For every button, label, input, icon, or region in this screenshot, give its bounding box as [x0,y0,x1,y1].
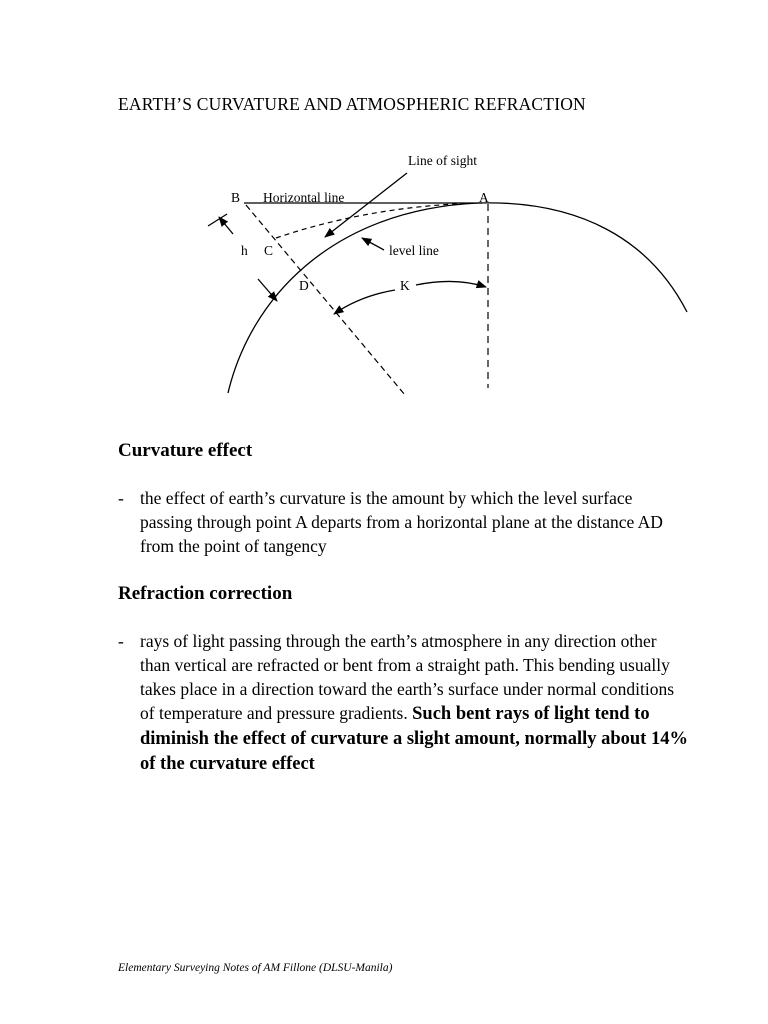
page-title: EARTH’S CURVATURE AND ATMOSPHERIC REFRACTION [118,94,586,114]
label-point-d: D [299,278,309,293]
bullet-dash: - [118,631,124,651]
bullet-dash: - [118,488,124,508]
k-arrow-right [416,281,486,287]
radial-line-bd [246,205,405,395]
h-arrow-bottom [258,279,277,301]
label-point-a: A [479,190,489,205]
refracted-line-of-sight [276,203,478,238]
curvature-bullet [118,486,688,558]
refraction-paragraph [140,629,688,776]
label-point-c: C [264,243,274,258]
label-k: K [400,278,410,293]
refraction-bold-text: Such bent rays of light tend to diminish the effect of curvature a slight amount, normally about 14% of the curvature effect [140,704,688,774]
label-point-b: B [231,190,241,205]
level-line-arrow [362,238,384,250]
h-arrow-top [219,217,233,234]
refraction-heading: Refraction correction [118,583,293,604]
label-line-of-sight: Line of sight [408,153,477,168]
refraction-bullet [118,629,688,776]
k-arrow-left [334,290,395,314]
label-h: h [241,243,248,258]
page-footer: Elementary Surveying Notes of AM Fillone (DLSU-Manila) [118,962,393,974]
curvature-heading: Curvature effect [118,440,253,461]
curvature-diagram [0,140,768,410]
label-horizontal-line: Horizontal line [263,190,345,205]
curvature-text: the effect of earth’s curvature is the amount by which the level surface passing through point A departs from a horizontal plane at the distance AD from the point of tangency [140,488,663,556]
refraction-text: rays of light passing through the earth’s atmosphere in any direction other than vertical are refracted or bent from a straight path. This bending usually takes place in a direction toward the earth’s surface under normal conditions of temperature and pressure gradients. [140,631,675,723]
label-level-line: level line [389,243,439,258]
